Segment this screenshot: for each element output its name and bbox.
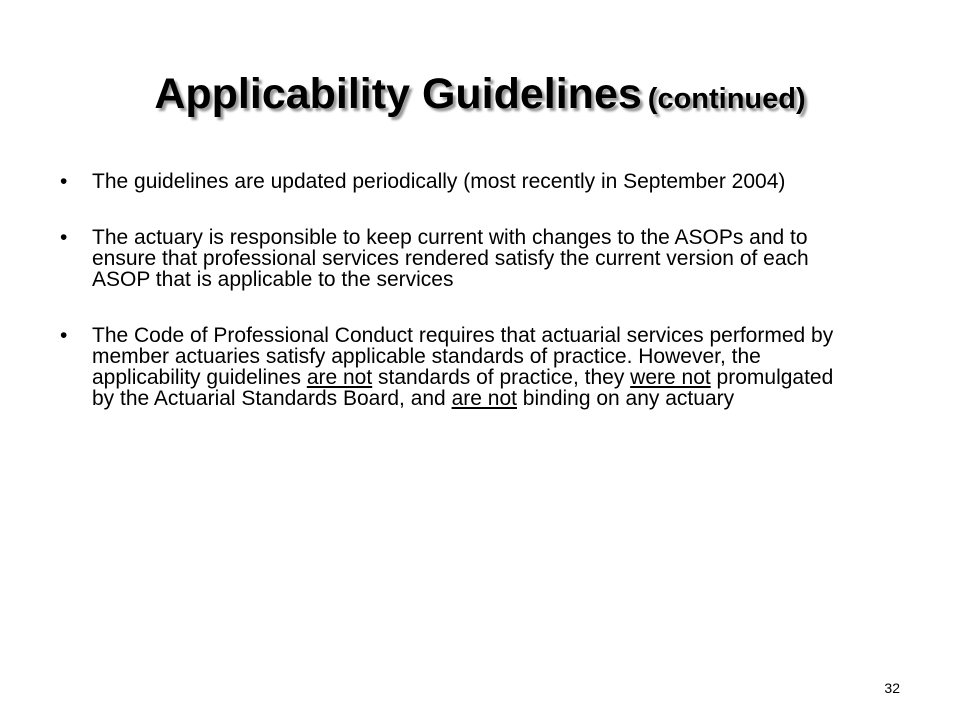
page-number: 32 — [884, 680, 900, 696]
bullet-item-3 — [60, 325, 850, 409]
slide-title-suffix: (continued) — [647, 83, 806, 115]
bullet-text: The guidelines are updated periodically (most recently in September 2004) — [92, 170, 786, 193]
bullet-item-2 — [60, 227, 850, 290]
bullet-text-part: standards of practice, they — [372, 366, 631, 389]
bullet-text: The actuary is responsible to keep current with changes to the ASOPs and to ensure that professional services rendered satisfy the current version of each ASOP that is applicable to the services — [92, 226, 809, 291]
bullet-marker: • — [60, 324, 68, 347]
underlined-emphasis: are not — [451, 387, 517, 410]
slide-title-main: Applicability Guidelines — [154, 70, 642, 118]
bullet-text-part: The Code of Professional Conduct requires that actuarial services performed by member actuaries satisfy applicable standards of practice. However, the applicability guidelines — [92, 324, 834, 389]
slide-title — [0, 66, 960, 127]
bullet-item-1 — [60, 171, 850, 192]
underlined-emphasis: were not — [630, 366, 711, 389]
bullet-text — [92, 325, 850, 409]
bullet-marker: • — [60, 226, 68, 249]
underlined-emphasis: are not — [306, 366, 373, 389]
bullet-text-part: binding on any actuary — [516, 387, 735, 410]
bullet-text-part: promulgated by the Actuarial Standards Board, and — [92, 366, 834, 410]
bullet-list — [60, 171, 850, 444]
bullet-marker: • — [60, 170, 68, 193]
